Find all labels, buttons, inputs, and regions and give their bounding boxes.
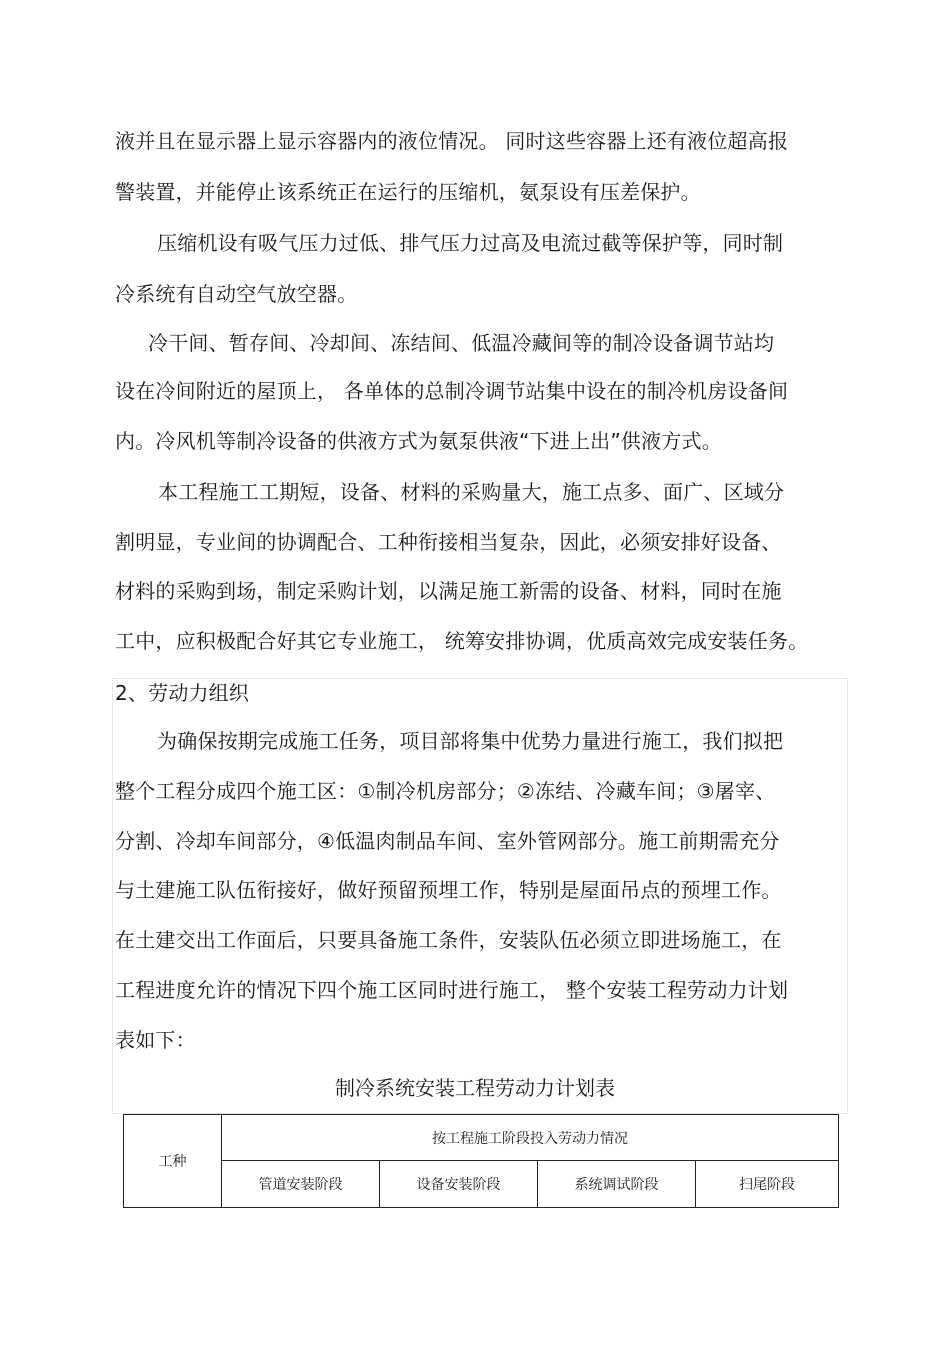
paragraph-line: 警装置，并能停止该系统正在运行的压缩机，氨泵设有压差保护。 <box>115 180 701 204</box>
stage-header-finishing: 扫尾阶段 <box>696 1161 839 1208</box>
stage-header-pipe: 管道安装阶段 <box>222 1161 380 1208</box>
table-subheader-row <box>124 1161 839 1208</box>
paragraph-line: 压缩机设有吸气压力过低、排气压力过高及电流过截等保护等，同时制 <box>157 231 784 255</box>
paragraph-line: 设在冷间附近的屋顶上， 各单体的总制冷调节站集中设在的制冷机房设备间 <box>115 379 789 403</box>
stage-header-equipment: 设备安装阶段 <box>380 1161 538 1208</box>
section-heading: 2、劳动力组织 <box>115 681 250 705</box>
paragraph-line: 整个工程分成四个施工区：①制冷机房部分；②冻结、冷藏车间；③屠宰、 <box>115 779 776 803</box>
paragraph-line: 材料的采购到场，制定采购计划，以满足施工新需的设备、材料，同时在施 <box>115 579 782 603</box>
labor-plan-table <box>123 1114 839 1208</box>
paragraph-line: 冷干间、暂存间、冷却间、冻结间、低温冷藏间等的制冷设备调节站均 <box>148 331 775 355</box>
paragraph-line: 割明显，专业间的协调配合、工种衔接相当复杂，因此，必须安排好设备、 <box>115 530 782 554</box>
stage-group-header: 按工程施工阶段投入劳动力情况 <box>222 1115 839 1161</box>
paragraph-line: 内。冷风机等制冷设备的供液方式为氨泵供液“下进上出”供液方式。 <box>115 429 722 453</box>
paragraph-line: 表如下： <box>115 1028 196 1052</box>
paragraph-line: 冷系统有自动空气放空器。 <box>115 282 358 306</box>
worktype-header: 工种 <box>124 1115 222 1208</box>
paragraph-line: 工中，应积极配合好其它专业施工， 统筹安排协调，优质高效完成安装任务。 <box>115 629 809 653</box>
paragraph-line: 在土建交出工作面后，只要具备施工条件，安装队伍必须立即进场施工，在 <box>115 928 782 952</box>
paragraph-line: 分割、冷却车间部分，④低温肉制品车间、室外管网部分。施工前期需充分 <box>115 829 780 853</box>
paragraph-line: 工程进度允许的情况下四个施工区同时进行施工， 整个安装工程劳动力计划 <box>115 978 789 1002</box>
paragraph-line: 本工程施工工期短，设备、材料的采购量大，施工点多、面广、区域分 <box>158 480 785 504</box>
table-header-row <box>124 1115 839 1161</box>
stage-header-commissioning: 系统调试阶段 <box>538 1161 696 1208</box>
table-title: 制冷系统安装工程劳动力计划表 <box>335 1076 615 1100</box>
paragraph-line: 液并且在显示器上显示容器内的液位情况。 同时这些容器上还有液位超高报 <box>115 129 789 153</box>
paragraph-line: 为确保按期完成施工任务，项目部将集中优势力量进行施工，我们拟把 <box>157 729 784 753</box>
paragraph-line: 与土建施工队伍衔接好，做好预留预埋工作，特别是屋面吊点的预埋工作。 <box>115 878 782 902</box>
